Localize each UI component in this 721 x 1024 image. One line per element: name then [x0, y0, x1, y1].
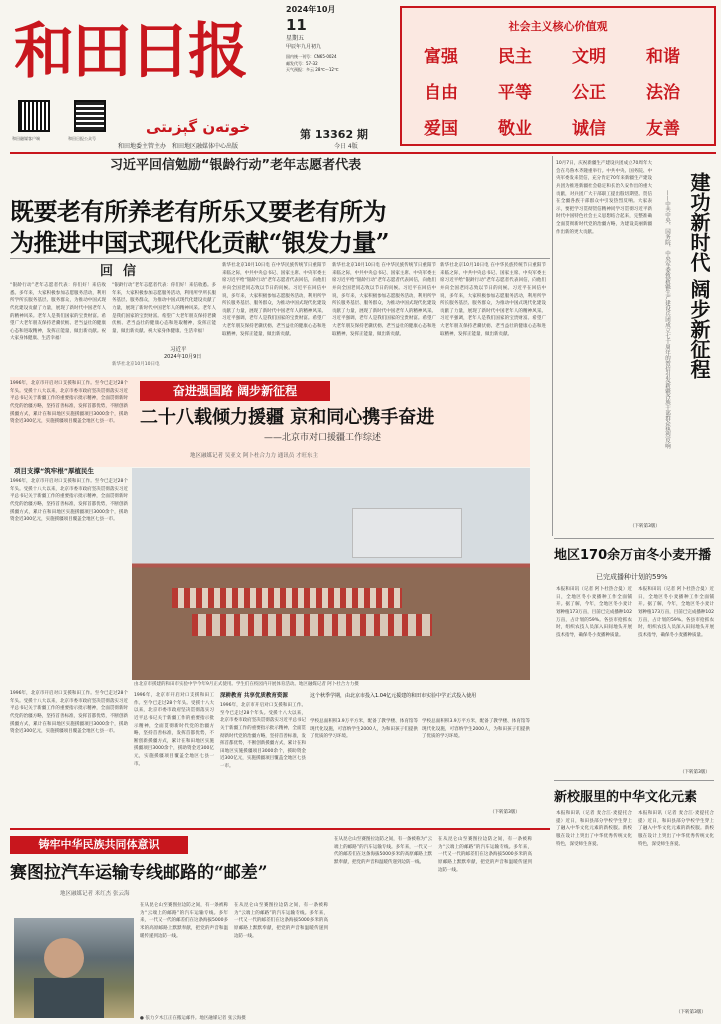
masthead-divider — [10, 152, 716, 154]
lunar-date: 甲辰年九月初九 — [286, 43, 322, 50]
school-body-col2: 本报和田讯（记者 麦合江·麦提托合提）近日，和田县部分学校学生穿上了融入中华文化元素的新校服。新校服在设计上突出了中华优秀传统文化特色，深受师生喜爱。 — [638, 811, 714, 847]
wheat-more[interactable]: （下转第3版） — [680, 770, 710, 775]
feature-banner: 奋进强国路 阔步新征程 — [140, 381, 330, 401]
wire-line: 新华社北京10月10日电 — [112, 362, 160, 367]
bottom-headline[interactable]: 赛图拉汽车运输专线邮路的“邮差” — [10, 863, 268, 883]
value-item: 法治 — [646, 83, 680, 103]
bottom-photo-caption: ● 依力夕木江正在搬运邮件。地区融媒记者 张云海摄 — [140, 1016, 246, 1021]
cn-code: 国内统一刊号：CN65-0024 — [286, 54, 337, 60]
value-item: 友善 — [646, 119, 680, 139]
right-feature-more[interactable]: （下转第3版） — [630, 524, 660, 529]
bottom-banner: 铸牢中华民族共同体意识 — [10, 836, 188, 854]
reply-title: 回信 — [100, 264, 147, 279]
bottom-divider — [10, 828, 550, 830]
today-pages: 今日 4版 — [334, 143, 358, 150]
school-headline[interactable]: 新校服里的中华文化元素 — [554, 790, 698, 805]
letter-text: “银龄行动”老年志愿者代表：你们好！来信收悉。多年来，大家积极参加志愿服务活动，利用所学所长服务基层、服务群众，为推动中国式现代化建设贡献了力量，展现了新时代中国老年人的精神风采。老年人是我们国家的宝贵财富。希望广大老年朋友保持老骥伏枥、老当益壮的健康心态和进取精神，发挥正能量，做出新贡献。祝大家身体健康、生活幸福！ — [10, 283, 106, 342]
sidebar-headline[interactable]: 这个秋季学期，由北京市投入1.04亿元援建的和田市实验中学正式投入使用 — [310, 693, 477, 699]
lead-body-col3: 新华社北京10月10日电 在中华民族传统节日重阳节来临之际，中共中央总书记、国家主席、中央军委主席习近平给“银龄行动”老年志愿者代表回信，向他们并向全国老同志致以节日的问候。习近平在回信中说，多年来，大家积极参加志愿服务活动，利用所学所长服务基层、服务群众，为推动中国式现代化建设贡献了力量，展现了新时代中国老年人的精神风采。习近平强调，老年人是我们国家的宝贵财富。希望广大老年朋友保持老骥伏枥、老当益壮的健康心态和进取精神，发挥正能量，做出新贡献。 — [440, 263, 546, 337]
lead-body-col1: 新华社北京10月10日电 在中华民族传统节日重阳节来临之际，中共中央总书记、国家主席、中央军委主席习近平给“银龄行动”老年志愿者代表回信，向他们并向全国老同志致以节日的问候。习近平在回信中说，多年来，大家积极参加志愿服务活动，利用所学所长服务基层、服务群众，为推动中国式现代化建设贡献了力量，展现了新时代中国老年人的精神风采。习近平强调，老年人是我们国家的宝贵财富。希望广大老年朋友保持老骥伏枥、老当益壮的健康心态和进取精神，发挥正能量，做出新贡献。 — [222, 263, 326, 337]
qr-code-2[interactable] — [74, 100, 106, 132]
sidebar-more[interactable]: （下转第3版） — [490, 810, 520, 815]
weather: 天气预报：多云 28℃～12℃ — [286, 66, 339, 72]
column-divider — [552, 156, 553, 536]
wheat-body-col2: 本报和田讯（记者 阿卜杜热合曼）近日，全地区冬小麦播种工作全面铺开。据了解，今年，全地区冬小麦计划种植173万亩，目前已完成播种102万亩，占计划的59%。各县市抢抓农时，组织农技人员深入田间地头开展技术指导，确保冬小麦播种质量。 — [638, 587, 714, 638]
letter-text-continued: “银龄行动”老年志愿者代表：你们好！来信收悉。多年来，大家积极参加志愿服务活动，利用所学所长服务基层、服务群众，为推动中国式现代化建设贡献了力量，展现了新时代中国老年人的精神风采。老年人是我们国家的宝贵财富。希望广大老年朋友保持老骥伏枥、老当益壮的健康心态和进取精神，发挥正能量，做出新贡献。祝大家身体健康、生活幸福！ — [112, 283, 216, 334]
feature-body-col3: 1996年，北京市开启对口支援和田工作。至今已走过28个年头。受援十八大以来，北京市委市政府坚决贯彻落实习近平总书记关于新疆工作的重要指示批示精神，全面贯彻新时代党的治疆方略，坚持首善标准，发挥首都优势，不断创新援疆方式，累计在和田地区实施援疆项目3000余个，援助资金近300亿元，实施援疆项目覆盖全地区七县一市。 — [220, 703, 306, 770]
school-more[interactable]: （下转第3版） — [676, 1010, 706, 1015]
newspaper-logo: 和田日报 — [14, 17, 246, 87]
year-month: 2024年10月 — [286, 5, 336, 14]
body-shape — [34, 978, 104, 1018]
wheat-headline[interactable]: 地区170余万亩冬小麦开播 — [554, 548, 712, 563]
qr-code-icon — [74, 100, 106, 132]
letter-signer: 习近平 — [170, 347, 187, 353]
date-block — [286, 4, 346, 73]
wheat-body-col1: 本报和田讯（记者 阿卜杜热合曼）近日，全地区冬小麦播种工作全面铺开。据了解，今年，全地区冬小麦计划种植173万亩，目前已完成播种102万亩，占计划的59%。各县市抢抓农时，组织农技人员深入田间地头开展技术指导，确保冬小麦播种质量。 — [556, 587, 632, 638]
edu-subhead: 深耕教育 共享优质教育资源 — [220, 693, 288, 699]
feature-subheadline: ——北京市对口援疆工作综述 — [264, 433, 382, 443]
value-item: 民主 — [498, 47, 532, 67]
bottom-body-col1: 在从昆仑山至赛图拉边防之间，有一条被称为“云端上的邮路”的汽车运输专线。多年来，一代又一代的邮差们在这条海拔5000多米的高原邮路上默默奉献，把党的声音和温暖传递到边防一线。 — [140, 903, 228, 939]
bottom-body-col4: 在从昆仑山至赛图拉边防之间，有一条被称为“云端上的邮路”的汽车运输专线。多年来，一代又一代的邮差们在这条海拔5000多米的高原邮路上默默奉献，把党的声音和温暖传递到边防一线。 — [438, 837, 532, 873]
feature-intro: 1996年，北京市开启对口支援和田工作。至今已走过28个年头。受援十八大以来，北京市委市政府坚决贯彻落实习近平总书记关于新疆工作的重要指示批示精神，全面贯彻新时代党的治疆方略，坚持首善标准，发挥首都优势，不断创新援疆方式，累计在和田地区实施援疆项目3000余个，援助资金近300亿元，实施援疆项目覆盖全地区七县一市。 — [10, 380, 128, 462]
qr-caption-2: 和田日报公众号 — [68, 136, 96, 141]
feature-byline: 地区融媒记者 吴亚文 阿卜杜合力力 通讯员 才旺东主 — [190, 453, 318, 459]
lead-body-col2: 新华社北京10月10日电 在中华民族传统节日重阳节来临之际，中共中央总书记、国家主席、中央军委主席习近平给“银龄行动”老年志愿者代表回信，向他们并向全国老同志致以节日的问候。习近平在回信中说，多年来，大家积极参加志愿服务活动，利用所学所长服务基层、服务群众，为推动中国式现代化建设贡献了力量，展现了新时代中国老年人的精神风采。习近平强调，老年人是我们国家的宝贵财富。希望广大老年朋友保持老骥伏枥、老当益壮的健康心态和进取精神，发挥正能量，做出新贡献。 — [332, 263, 436, 337]
right-feature-title[interactable]: 建功新时代 阔步新征程 — [687, 172, 711, 379]
postal-code: 邮发代号：57-32 — [286, 60, 318, 66]
bottom-body-col3: 在从昆仑山至赛图拉边防之间，有一条被称为“云端上的邮路”的汽车运输专线。多年来，一代又一代的邮差们在这条海拔5000多米的高原邮路上默默奉献，把党的声音和温暖传递到边防一线。 — [334, 837, 432, 865]
weekday: 星期五 — [286, 35, 305, 43]
photo-caption: 由北京市援建的和田市实验中学今年9月正式使用。学生们在校园内开展体育活动。地区融媒记者 阿卜杜合力力摄 — [134, 682, 359, 687]
value-item: 敬业 — [498, 119, 532, 139]
bottom-body-col2: 在从昆仑山至赛图拉边防之间，有一条被称为“云端上的邮路”的汽车运输专线。多年来，一代又一代的邮差们在这条海拔5000多米的高原邮路上默默奉献，把党的声音和温暖传递到边防一线。 — [234, 903, 328, 939]
lead-headline-line1: 既要老有所养老有所乐又要老有所为 — [10, 197, 386, 226]
value-item: 爱国 — [424, 119, 458, 139]
letter-date: 2024年10月9日 — [164, 354, 202, 360]
feature-body-col2: 1996年，北京市开启对口支援和田工作。至今已走过28个年头。受援十八大以来，北京市委市政府坚决贯彻落实习近平总书记关于新疆工作的重要指示批示精神，全面贯彻新时代党的治疆方略，坚持首善标准，发挥首都优势，不断创新援疆方式，累计在和田地区实施援疆项目3000余个，援助资金近300亿元，实施援疆项目覆盖全地区七县一市。 — [134, 693, 214, 767]
school-body-col1: 本报和田讯（记者 麦合江·麦提托合提）近日，和田县部分学校学生穿上了融入中华文化元素的新校服。新校服在设计上突出了中华优秀传统文化特色，深受师生喜爱。 — [556, 811, 632, 847]
wheat-subhead: 已完成播种计划的59% — [596, 573, 668, 581]
face-shape — [44, 938, 84, 978]
right-divider — [554, 538, 714, 539]
value-item: 诚信 — [572, 119, 606, 139]
postman-photo — [14, 918, 134, 1018]
feature-subhead: 项目支撑“筑牢根”厚植民生 — [14, 467, 95, 475]
core-values-box — [400, 6, 716, 146]
lead-kicker[interactable]: 习近平回信勉励“银龄行动”老年志愿者代表 — [110, 158, 362, 173]
school-sports-photo — [132, 468, 530, 680]
sidebar-body-col2: 学校总面积积3.9万平方米，配备了教学楼、体育馆等现代化设施，可容纳学生2000人，为和田孩子们提供了优质的学习环境。 — [422, 719, 530, 740]
feature-body-col1: 1996年，北京市开启对口支援和田工作。至今已走过28个年头。受援十八大以来，北京市委市政府坚决贯彻落实习近平总书记关于新疆工作的重要指示批示精神，全面贯彻新时代党的治疆方略，坚持首善标准，发挥首都优势，不断创新援疆方式，累计在和田地区实施援疆项目3000余个，援助资金近300亿元，实施援疆项目覆盖全地区七县一市。 — [10, 479, 128, 523]
value-item: 公正 — [572, 83, 606, 103]
right-divider-2 — [554, 780, 714, 781]
qr-code-1[interactable] — [18, 100, 50, 132]
day: 11 — [286, 16, 307, 35]
issue-number: 第 13362 期 — [300, 128, 368, 141]
students-row — [172, 588, 402, 608]
headline-divider — [10, 258, 550, 259]
value-item: 富强 — [424, 47, 458, 67]
students-row — [192, 614, 432, 636]
lead-headline-line2: 为推进中国式现代化贡献“银发力量” — [10, 228, 390, 258]
value-item: 和谐 — [646, 47, 680, 67]
value-item: 自由 — [424, 83, 458, 103]
qr-code-icon — [18, 100, 50, 132]
feature-body-col1b: 1996年，北京市开启对口支援和田工作。至今已走过28个年头。受援十八大以来，北京市委市政府坚决贯彻落实习近平总书记关于新疆工作的重要指示批示精神，全面贯彻新时代党的治疆方略，坚持首善标准，发挥首都优势，不断创新援疆方式，累计在和田地区实施援疆项目3000余个，援助资金近300亿元，实施援疆项目覆盖全地区七县一市。 — [10, 691, 128, 735]
lead-headline[interactable] — [10, 196, 389, 258]
core-values-title: 社会主义核心价值观 — [508, 20, 608, 33]
uyghur-title: خوتەن گېزىتى — [146, 118, 251, 136]
publisher-line: 和田地委主管主办 和田地区融媒体中心出版 — [118, 143, 239, 150]
right-feature-subtitle: ——中共中央、国务院、中央军委致新疆生产建设兵团成立七十周年的贺信引发新疆各族干部群众热烈反响 — [664, 190, 670, 449]
value-item: 平等 — [498, 83, 532, 103]
feature-headline[interactable]: 二十八载倾力援疆 京和同心携手奋进 — [140, 407, 435, 428]
right-feature-body: 10月7日，庆祝新疆生产建设兵团成立70周年大会在乌鲁木齐隆重举行。中共中央、国务院、中央军委发来贺信，充分肯定70年来新疆生产建设兵团为推进新疆社会稳定和长治久安作出的重大贡献，对兵团广大干部职工提出殷切期望。贺信在全疆各族干部群众中引发热烈反响。大家表示，要把学习贯彻贺信精神同学习贯彻习近平新时代中国特色社会主义思想结合起来，完整准确全面贯彻新时代党的治疆方略，为建设美丽新疆作出新的更大贡献。 — [556, 161, 652, 235]
bottom-byline: 地区融媒记者 米红杰 张云海 — [60, 891, 130, 897]
qr-caption-1: 和田融媒客户端 — [12, 136, 40, 141]
building-shape — [352, 508, 462, 558]
value-item: 文明 — [572, 47, 606, 67]
sidebar-body-col1: 学校总面积积3.9万平方米，配备了教学楼、体育馆等现代化设施，可容纳学生2000人，为和田孩子们提供了优质的学习环境。 — [310, 719, 418, 740]
